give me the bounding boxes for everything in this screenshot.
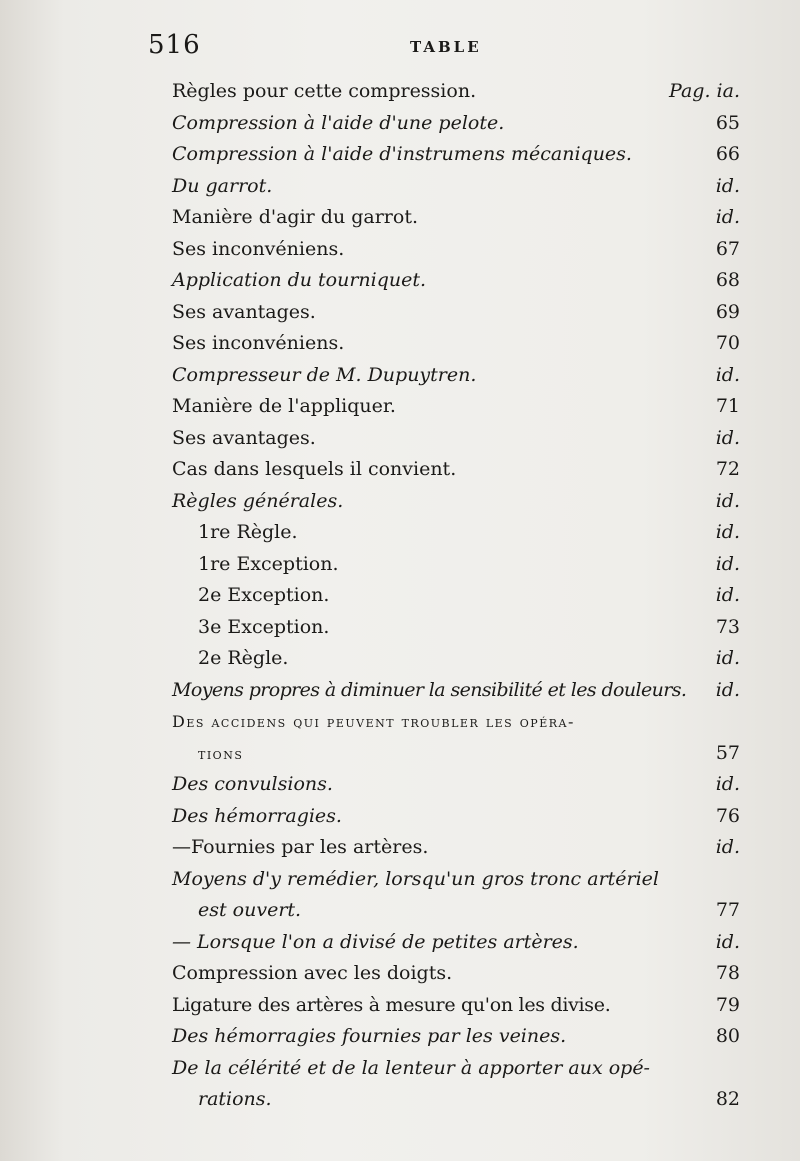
- toc-entry: Moyens d'y remédier, lorsqu'un gros tronc artériel: [172, 867, 660, 890]
- running-title: TABLE: [410, 38, 482, 56]
- toc-entry: Moyens propres à diminuer la sensibilité et les douleurs. id.: [172, 678, 740, 701]
- toc-entry: Des hémorragies fournies par les veines. 80: [172, 1025, 740, 1047]
- toc-entry: Compression à l'aide d'instrumens mécaniques. 66: [172, 143, 740, 165]
- toc-entry: Ses avantages. id.: [172, 426, 740, 449]
- toc-entry: Des hémorragies. 76: [172, 804, 740, 827]
- toc-entry: Du garrot. id.: [172, 174, 740, 197]
- toc-entry: Cas dans lesquels il convient. 72: [172, 458, 740, 480]
- table-of-contents: [172, 76, 740, 1116]
- toc-entry: 2e Exception. id.: [198, 584, 740, 606]
- toc-entry: Ligature des artères à mesure qu'on les divise. 79: [172, 993, 740, 1016]
- page-header: [148, 30, 760, 70]
- toc-entry: rations. 82: [198, 1088, 740, 1110]
- toc-entry: Manière d'agir du garrot. id.: [172, 206, 740, 228]
- page-number: 516: [148, 30, 201, 60]
- toc-entry: Compression à l'aide d'une pelote. 65: [172, 111, 740, 134]
- toc-entry: tions 57: [198, 741, 740, 764]
- toc-entry: Des accidens qui peuvent troubler les opéra-: [172, 712, 575, 731]
- toc-entry: — Lorsque l'on a divisé de petites artères. id.: [172, 930, 740, 953]
- toc-entry: De la célérité et de la lenteur à apporter aux opé-: [172, 1056, 650, 1079]
- toc-entry: Règles générales. id.: [172, 489, 740, 512]
- toc-entry: Ses inconvéniens. 67: [172, 237, 740, 260]
- toc-entry: Application du tourniquet. 68: [172, 269, 740, 291]
- toc-entry: Manière de l'appliquer. 71: [172, 395, 740, 417]
- toc-entry: Compresseur de M. Dupuytren. id.: [172, 363, 740, 386]
- toc-entry: Règles pour cette compression. Pag. ia.: [172, 80, 740, 102]
- toc-entry: est ouvert. 77: [198, 899, 740, 921]
- toc-entry: 1re Exception. id.: [198, 552, 740, 575]
- toc-entry: 3e Exception. 73: [198, 615, 740, 638]
- toc-entry: Ses inconvéniens. 70: [172, 332, 740, 354]
- toc-entry: 2e Règle. id.: [198, 647, 740, 669]
- toc-entry: Compression avec les doigts. 78: [172, 962, 740, 984]
- toc-entry: —Fournies par les artères. id.: [172, 836, 740, 858]
- toc-entry: Des convulsions. id.: [172, 773, 740, 795]
- toc-entry: Ses avantages. 69: [172, 300, 740, 323]
- toc-entry: 1re Règle. id.: [198, 521, 740, 543]
